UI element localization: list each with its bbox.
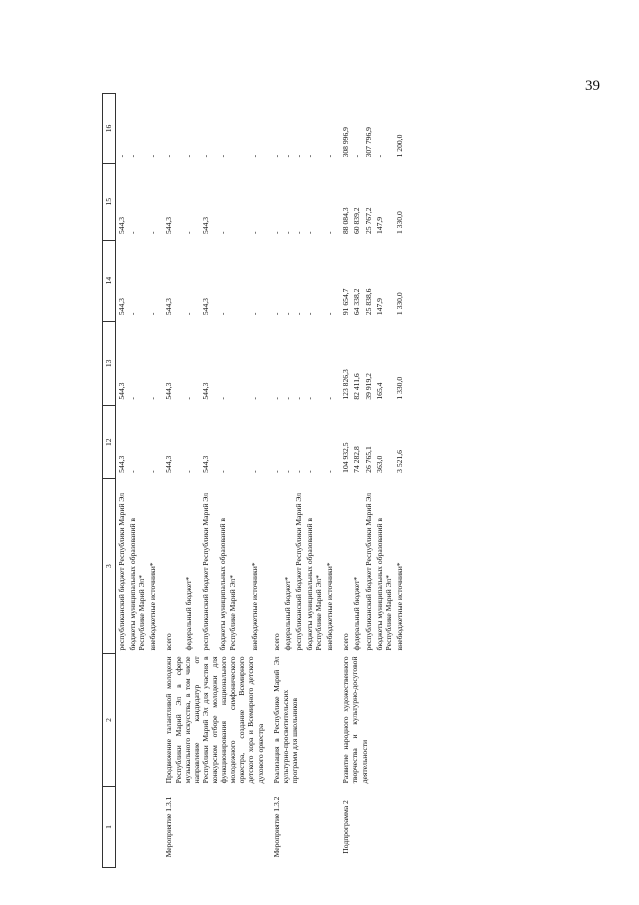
program-name-cell: Реализация в Республике Марий Эл культурно-просветительских программ для школьников <box>271 656 299 784</box>
value-cell: 544,3 <box>201 298 211 316</box>
table-body <box>116 94 405 868</box>
value-cell: - <box>128 231 138 235</box>
value-cell: - <box>282 231 292 235</box>
funding-source-cell: внебюджетные источники* <box>249 562 259 651</box>
value-cell: 308 996,9 <box>341 127 351 158</box>
table-row <box>116 94 128 868</box>
value-cell: - <box>218 312 228 316</box>
value-cell: - <box>304 470 314 473</box>
value-cell: 26 765,1 <box>363 446 373 473</box>
value-cell: 165,4 <box>374 382 384 400</box>
value-cell: - <box>117 154 126 158</box>
program-id-cell: Мероприятие 1.3.1 <box>164 796 174 858</box>
value-cell: - <box>184 397 194 400</box>
value-cell: - <box>184 312 194 316</box>
value-cell: 544,3 <box>164 298 174 316</box>
value-cell: - <box>148 154 158 158</box>
table-row <box>158 94 183 868</box>
value-cell: 1 330,0 <box>394 376 404 400</box>
header-cell: 1 <box>103 786 116 867</box>
funding-table <box>102 93 405 868</box>
value-cell: - <box>148 231 158 235</box>
value-cell: 544,3 <box>164 382 174 400</box>
value-cell: 1 330,0 <box>394 211 404 235</box>
funding-source-cell: бюджеты муниципальных образований в Республике Марий Эл* <box>218 518 237 651</box>
value-cell: 39 919,2 <box>363 373 373 400</box>
value-cell: - <box>282 154 292 158</box>
value-cell: - <box>249 231 259 235</box>
value-cell: 544,3 <box>117 382 126 400</box>
funding-source-cell: внебюджетные источники* <box>148 562 158 651</box>
value-cell: - <box>218 470 228 473</box>
value-cell: 104 932,5 <box>341 442 351 473</box>
value-cell: 307 796,9 <box>363 127 373 158</box>
program-id-cell: Мероприятие 1.3.2 <box>271 796 281 858</box>
value-cell: - <box>249 154 259 158</box>
value-cell: - <box>282 312 292 316</box>
value-cell: - <box>184 154 194 158</box>
table-row <box>335 94 351 868</box>
value-cell: - <box>282 470 292 473</box>
funding-source-cell: республиканский бюджет Республики Марий Эл <box>293 492 303 651</box>
value-cell: - <box>249 397 259 400</box>
header-cell: 3 <box>103 479 116 654</box>
value-cell: 544,3 <box>201 455 211 473</box>
value-cell: 544,3 <box>201 382 211 400</box>
value-cell: - <box>304 312 314 316</box>
value-cell: - <box>325 312 335 316</box>
value-cell: - <box>293 470 303 473</box>
value-cell: 91 654,7 <box>341 288 351 316</box>
table-row <box>266 94 282 868</box>
value-cell: - <box>293 231 303 235</box>
value-cell: 544,3 <box>201 216 211 235</box>
value-cell: 64 338,2 <box>352 288 362 316</box>
value-cell: - <box>271 154 281 158</box>
value-cell: - <box>374 154 384 158</box>
value-cell: - <box>325 231 335 235</box>
funding-source-cell: федеральный бюджет* <box>282 576 292 651</box>
header-cell: 14 <box>103 240 116 321</box>
value-cell: - <box>293 154 303 158</box>
value-cell: - <box>218 231 228 235</box>
funding-source-cell: республиканский бюджет Республики Марий Эл <box>201 492 211 651</box>
funding-source-cell: внебюджетные источники* <box>325 562 335 651</box>
value-cell: - <box>325 470 335 473</box>
program-id-cell: Подпрограмма 2 <box>341 800 351 854</box>
value-cell: - <box>148 397 158 400</box>
value-cell: - <box>148 312 158 316</box>
funding-source-cell: бюджеты муниципальных образований в Республике Марий Эл* <box>304 518 324 651</box>
value-cell: 1 330,0 <box>394 292 404 316</box>
funding-source-cell: республиканский бюджет Республики Марий Эл <box>363 492 373 651</box>
value-cell: - <box>293 312 303 316</box>
value-cell: 544,3 <box>117 455 126 473</box>
value-cell: 82 411,6 <box>352 373 362 400</box>
value-cell: - <box>325 397 335 400</box>
value-cell: 88 084,3 <box>341 207 351 235</box>
value-cell: - <box>304 231 314 235</box>
value-cell: - <box>282 397 292 400</box>
value-cell: - <box>304 154 314 158</box>
funding-source-cell: республиканский бюджет Республики Марий Эл <box>117 492 126 651</box>
header-cell: 13 <box>103 321 116 405</box>
value-cell: - <box>293 397 303 400</box>
value-cell: - <box>271 231 281 235</box>
value-cell: - <box>271 312 281 316</box>
program-name-cell: Продвижение талантливой молодежи Республики Марий Эл в сфере музыкального искусства, в том числе направление кандидатур от Республики Марий Эл для участия в конкурсном отборе молодежи для функционирования национального молодежного симфонического оркестра, создание Всемирного детского хора и Всемирного детского духового оркестра <box>164 656 265 784</box>
page-number: 39 <box>585 78 600 94</box>
value-cell: - <box>184 470 194 473</box>
value-cell: - <box>184 231 194 235</box>
funding-source-cell: всего <box>271 633 281 651</box>
value-cell: - <box>164 154 174 158</box>
header-cell: 2 <box>103 653 116 786</box>
value-cell: - <box>218 154 228 158</box>
table-header-row <box>103 94 116 868</box>
program-name-cell: Развитие народного художественного творчества и культурно-досуговой деятельности <box>341 656 369 784</box>
funding-source-cell: всего <box>341 633 351 651</box>
value-cell: 363,0 <box>374 455 384 473</box>
header-cell: 12 <box>103 406 116 479</box>
header-cell: 15 <box>103 163 116 240</box>
value-cell: - <box>128 470 138 473</box>
value-cell: - <box>271 470 281 473</box>
value-cell: 147,9 <box>374 298 384 316</box>
value-cell: - <box>201 154 211 158</box>
funding-source-cell: всего <box>164 633 174 651</box>
value-cell: 3 521,6 <box>394 450 404 473</box>
value-cell: 74 282,8 <box>352 446 362 473</box>
funding-source-cell: бюджеты муниципальных образований в Республике Марий Эл* <box>374 518 393 651</box>
value-cell: - <box>325 154 335 158</box>
value-cell: 544,3 <box>117 216 126 235</box>
value-cell: 544,3 <box>164 455 174 473</box>
value-cell: 123 826,3 <box>341 369 351 400</box>
value-cell: - <box>271 397 281 400</box>
value-cell: - <box>128 312 138 316</box>
value-cell: - <box>128 397 138 400</box>
funding-source-cell: федеральный бюджет* <box>184 576 194 651</box>
value-cell: - <box>249 470 259 473</box>
value-cell: - <box>218 397 228 400</box>
rotated-table-container <box>102 93 572 868</box>
program-id-cell <box>116 786 159 867</box>
value-cell: 25 767,2 <box>363 207 373 235</box>
value-cell: 147,9 <box>374 216 384 235</box>
value-cell: - <box>249 312 259 316</box>
value-cell: 544,3 <box>117 298 126 316</box>
value-cell: - <box>148 470 158 473</box>
value-cell: 25 838,6 <box>363 288 373 316</box>
funding-source-cell: бюджеты муниципальных образований в Республике Марий Эл* <box>128 518 147 651</box>
value-cell: 1 200,0 <box>394 134 404 158</box>
value-cell: - <box>128 154 138 158</box>
header-cell: 16 <box>103 94 116 164</box>
value-cell: - <box>352 154 362 158</box>
funding-source-cell: внебюджетные источники* <box>394 562 404 651</box>
value-cell: 544,3 <box>164 216 174 235</box>
value-cell: 60 839,2 <box>352 207 362 235</box>
program-name-cell <box>116 653 159 786</box>
funding-source-cell: федеральный бюджет* <box>352 576 362 651</box>
value-cell: - <box>304 397 314 400</box>
